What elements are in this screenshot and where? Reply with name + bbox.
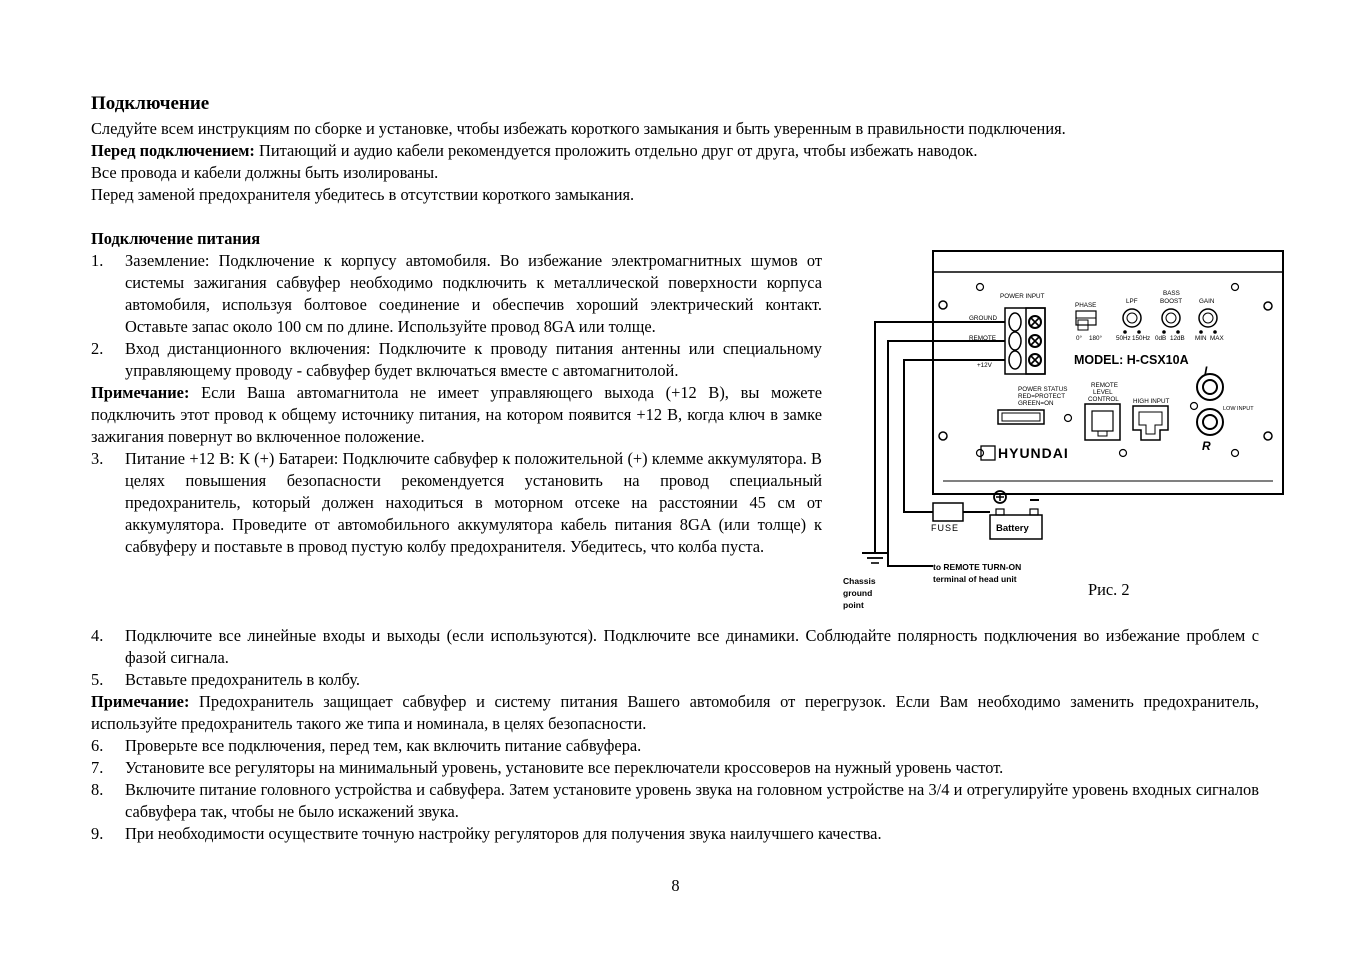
screw-icon <box>1264 302 1272 310</box>
phase-label: PHASE <box>1075 302 1097 309</box>
bb-12-label: 12dB <box>1170 335 1185 342</box>
brand-logo: HYUNDAI <box>998 445 1069 461</box>
chassis-label-1: Chassis <box>843 576 876 586</box>
high-input-label: HIGH INPUT <box>1133 398 1170 405</box>
intro-line: Перед заменой предохранителя убедитесь в отсутствии короткого замыкания. <box>91 185 635 204</box>
intro-block <box>91 118 1271 206</box>
list-item: 8. Включите питание головного устройства и сабвуфера. Затем установите уровень звука на головном устройстве на 3/4 и отрегулируйте уровень входных сигналов сабвуфера так, чтобы не было искажений звука. <box>91 780 1259 821</box>
list-item: 5. Вставьте предохранитель в колбу. <box>91 670 361 689</box>
boost-label: BOOST <box>1160 298 1183 305</box>
status-label-2: RED=PROTECT <box>1018 393 1066 400</box>
list-item: 4. Подключите все линейные входы и выходы (если используются). Подключите все динамики. Соблюдайте полярность подключения во избежание проблем с фазой сигнала. <box>91 626 1259 667</box>
fuse <box>933 503 963 521</box>
right-channel-label: R <box>1202 439 1211 453</box>
power-status-led <box>998 410 1044 424</box>
intro-line: Следуйте всем инструкциям по сборке и установке, чтобы избежать короткого замыкания и быть уверенным в правильности подключения. <box>91 119 1066 138</box>
list-item: 1. Заземление: Подключение к корпусу автомобиля. Во избежание электромагнитных шумов от системы зажигания сабвуфер необходимо подключить к металлической поверхности корпуса автомобиля, используя болтовое соединение и обеспечив хороший электрический контакт. Оставьте запас около 100 см по длине. Используйте провод 8GA или толще. <box>91 251 822 336</box>
gain-max-label: MAX <box>1210 335 1224 342</box>
lpf-knob <box>1123 309 1141 327</box>
remote-level-jack <box>1085 404 1120 440</box>
model-label: MODEL: H-CSX10A <box>1074 353 1189 367</box>
before-connecting-label: Перед подключением: <box>91 141 255 160</box>
figure-caption: Рис. 2 <box>1088 580 1130 599</box>
left-channel-label: L <box>1204 364 1212 378</box>
lpf-50-label: 50Hz <box>1116 335 1131 342</box>
rca-right-jack <box>1197 409 1223 435</box>
screw-icon <box>939 432 947 440</box>
wiring-diagram <box>838 248 1288 620</box>
amplifier-panel <box>933 251 1283 494</box>
rlc-label-1: REMOTE <box>1091 382 1118 389</box>
plus12-label: +12V <box>977 362 992 369</box>
status-label-3: GREEN=ON <box>1018 400 1054 407</box>
list-item: 9. При необходимости осуществите точную настройку регуляторов для получения звука наилучшего качества. <box>91 824 882 843</box>
ground-label: GROUND <box>969 315 997 322</box>
note-fuse: Примечание: Предохранитель защищает сабвуфер и систему питания Вашего автомобиля от перегрузок. Если Вам необходимо заменить предохранитель, используйте предохранитель такого же типа и номинала, в целях безопасности. <box>91 692 1259 733</box>
screw-icon <box>939 301 947 309</box>
gain-knob <box>1199 309 1217 327</box>
phase-180-label: 180° <box>1089 335 1103 342</box>
list-item: 3. Питание +12 В: К (+) Батареи: Подключите сабвуфер к положительной (+) клемме аккумулятора. В целях повышения безопасности рекомендуется установить на провод специальный предохранитель, который должен находиться в моторном отсеке на расстоянии 45 см от аккумулятора. Проведите от автомобильного аккумулятора кабель питания 8GA (или толще) к сабвуферу и поставьте в провод пустую колбу предохранителя. Убедитесь, что колба пуста. <box>91 449 822 556</box>
high-input-connector <box>1133 406 1168 440</box>
chassis-label-3: point <box>843 600 864 610</box>
gain-label: GAIN <box>1199 298 1215 305</box>
remote-label: REMOTE <box>969 335 996 342</box>
list-item: 7. Установите все регуляторы на минимальный уровень, установите все переключатели кроссоверов на нужный уровень частот. <box>91 758 1004 777</box>
bass-boost-knob <box>1162 309 1180 327</box>
fuse-label: FUSE <box>931 523 960 533</box>
note-remote: Примечание: Если Ваша автомагнитола не имеет управляющего выхода (+12 В), вы можете подключить этот провод к общему источнику питания, на котором появится +12 В, когда ключ в замке зажигания повернут во включенное положение. <box>91 383 822 446</box>
bass-label: BASS <box>1163 290 1180 297</box>
power-wire <box>904 360 1005 512</box>
power-connection-heading: Подключение питания <box>91 229 261 248</box>
remote-turn-on-label-1: to REMOTE TURN-ON <box>933 562 1022 572</box>
list-item: 2. Вход дистанционного включения: Подключите к проводу питания антенны или специальному управляющему проводу - сабвуфер будет включаться вместе с автомагнитолой. <box>91 339 822 380</box>
phase-0-label: 0° <box>1076 335 1083 342</box>
left-column <box>91 250 822 558</box>
lpf-label: LPF <box>1126 298 1138 305</box>
lpf-150-label: 150Hz <box>1132 335 1151 342</box>
gain-min-label: MIN <box>1195 335 1207 342</box>
intro-line: Все провода и кабели должны быть изолированы. <box>91 163 439 182</box>
power-input-label: POWER INPUT <box>1000 293 1045 300</box>
section-heading: Подключение <box>91 93 210 114</box>
full-width-list <box>91 625 1259 845</box>
list-item: 6. Проверьте все подключения, перед тем, как включить питание сабвуфера. <box>91 736 642 755</box>
low-input-label: LOW INPUT <box>1223 406 1254 412</box>
rlc-label-3: CONTROL <box>1088 396 1119 403</box>
bb-0-label: 0dB <box>1155 335 1167 342</box>
status-label-1: POWER STATUS <box>1018 386 1068 393</box>
remote-turn-on-label-2: terminal of head unit <box>933 574 1017 584</box>
battery-label: Battery <box>996 523 1029 534</box>
rlc-label-2: LEVEL <box>1093 389 1113 396</box>
page-number: 8 <box>671 876 680 895</box>
screw-icon <box>1264 432 1272 440</box>
chassis-label-2: ground <box>843 588 873 598</box>
intro-line: Перед подключением: Питающий и аудио кабели рекомендуется проложить отдельно друг от друга, чтобы избежать наводок. <box>91 141 978 160</box>
